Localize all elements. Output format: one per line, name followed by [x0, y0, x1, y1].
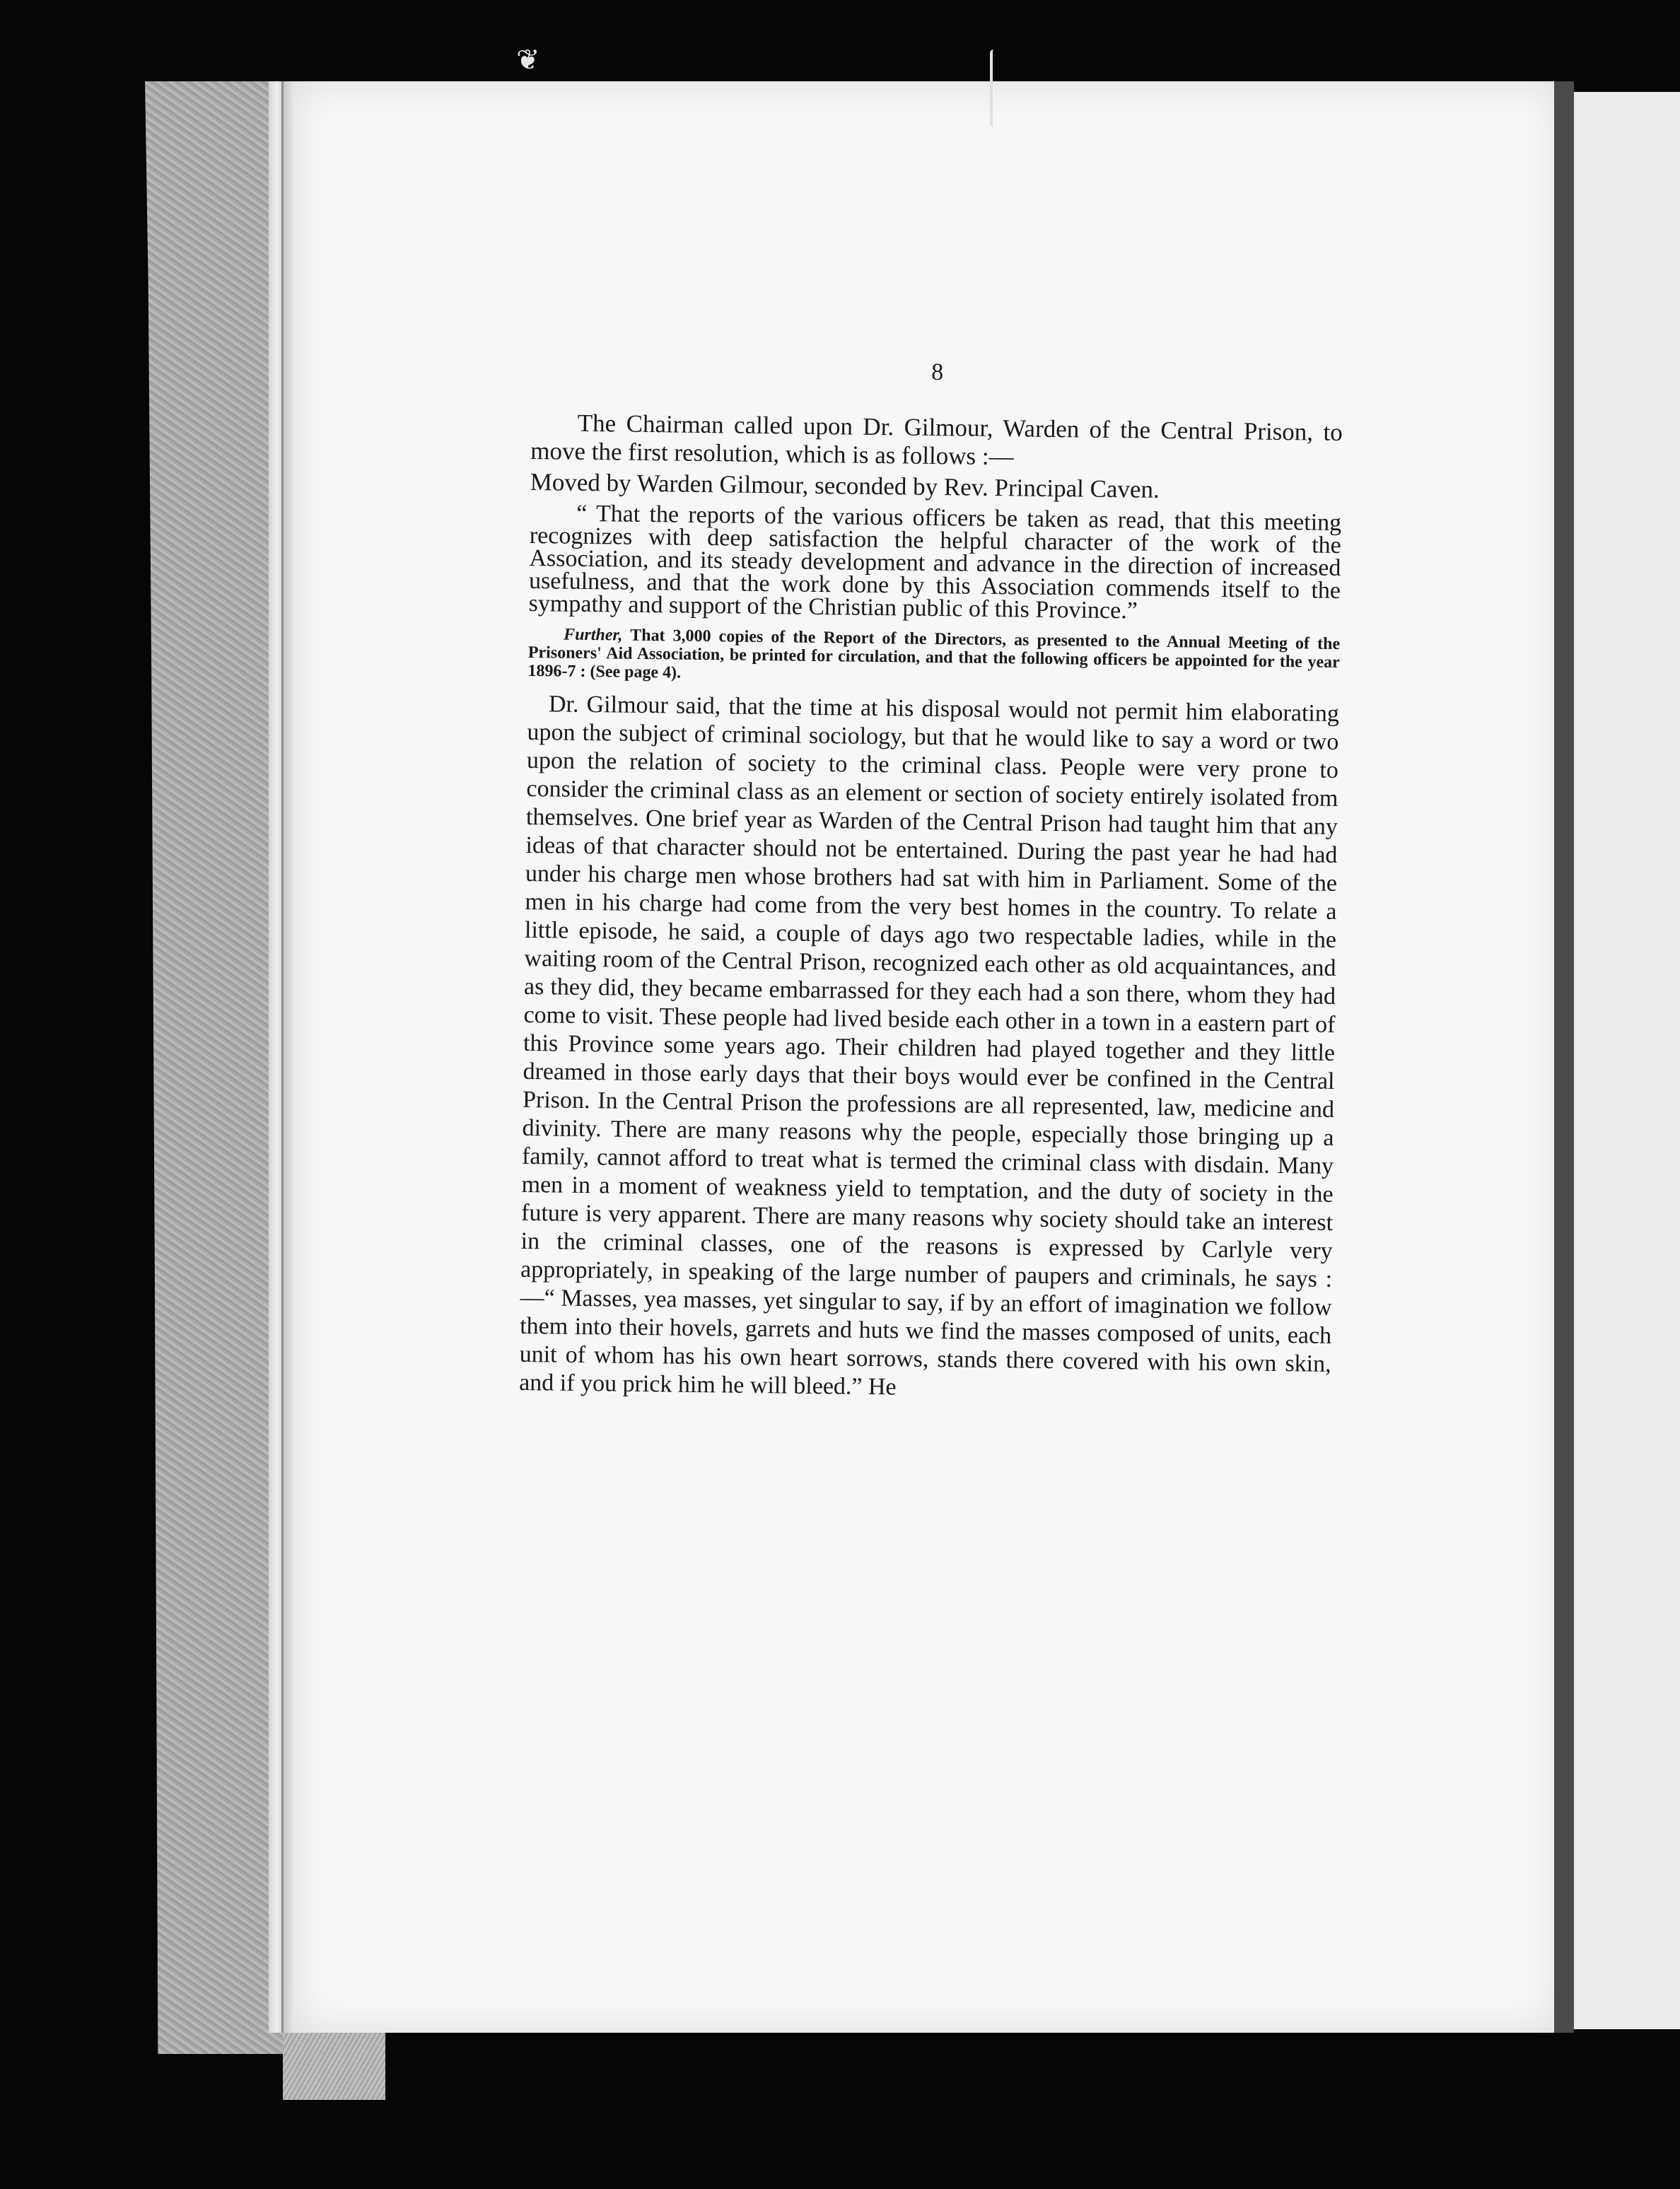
motion-paragraph: Moved by Warden Gilmour, seconded by Rev. Principal Caven.: [530, 467, 1160, 503]
facing-page: [1574, 92, 1680, 2029]
further-text: That 3,000 copies of the Report of the Directors, as presented to the Annual Meeting of the Prisoners' Aid Association, be printed for circulation, and that the following officers be appointed for the year 1896-7 : (See page 4).: [527, 626, 1341, 682]
speech-paragraph: Dr. Gilmour said, that the time at his disposal would not permit him elaborating upon the subject of criminal sociology, but that he would like to say a word or two upon the relation of society to the criminal class. People were very prone to consider the criminal class as an element or section of society entirely isolated from themselves. One brief year as Warden of the Central Prison had taught him that any ideas of that character should not be entertained. During the past year he had had under his charge men whose brothers had sat with him in Parliament. Some of the men in his charge had come from the very best homes in the country. To relate a little episode, he said, a couple of days ago two respectable ladies, while in the waiting room of the Central Prison, recognized each other as old acquaintances, and as they did, they became embarrassed for they each had a son there, whom they had come to visit. These people had lived beside each other in a town in a eastern part of this Province some years ago. Their children had played together and they little dreamed in those early days that their boys would ever be confined in the Central Prison. In the Central Prison the professions are all represented, law, medicine and divinity. There are many reasons why the people, especially those bringing up a family, cannot afford to treat what is termed the criminal class with disdain. Many men in a moment of weakness yield to temptation, and the duty of society in the future is very apparent. There are many reasons why society should take an interest in the criminal classes, one of the reasons is expressed by Carlyle very appropriately, in speaking of the large number of paupers and criminals, he says :—“ Masses, yea masses, yet singular to say, if by an effort of imagination we follow them into their hovels, garrets and huts we find the masses composed of units, each unit of whom has his own heart sorrows, stands there covered with his own skin, and if you prick him he will bleed.” He: [518, 691, 1340, 1401]
page-number: 8: [931, 358, 944, 386]
intro-paragraph: The Chairman called upon Dr. Gilmour, Warden of the Central Prison, to move the first resolution, which is as follows :—: [530, 409, 1343, 471]
further-label: Further,: [563, 625, 623, 645]
page-text-block: [519, 354, 1343, 1407]
further-note: [527, 625, 1340, 690]
scan-hair: [990, 49, 997, 127]
scan-speck: ❦: [516, 44, 540, 76]
resolution-quote: “ That the reports of the various officers be taken as read, that this meeting recognizes with deep satisfaction the helpful character of the work of the Association, and its steady development and advance in the direction of increased usefulness, and that the work done by this Association commends itself to the sympathy and support of the Christian public of this Province.”: [528, 500, 1342, 624]
bottom-binding-board: [283, 2022, 385, 2100]
right-page-edge: [1554, 81, 1574, 2033]
page-edge-line: [281, 81, 284, 2033]
